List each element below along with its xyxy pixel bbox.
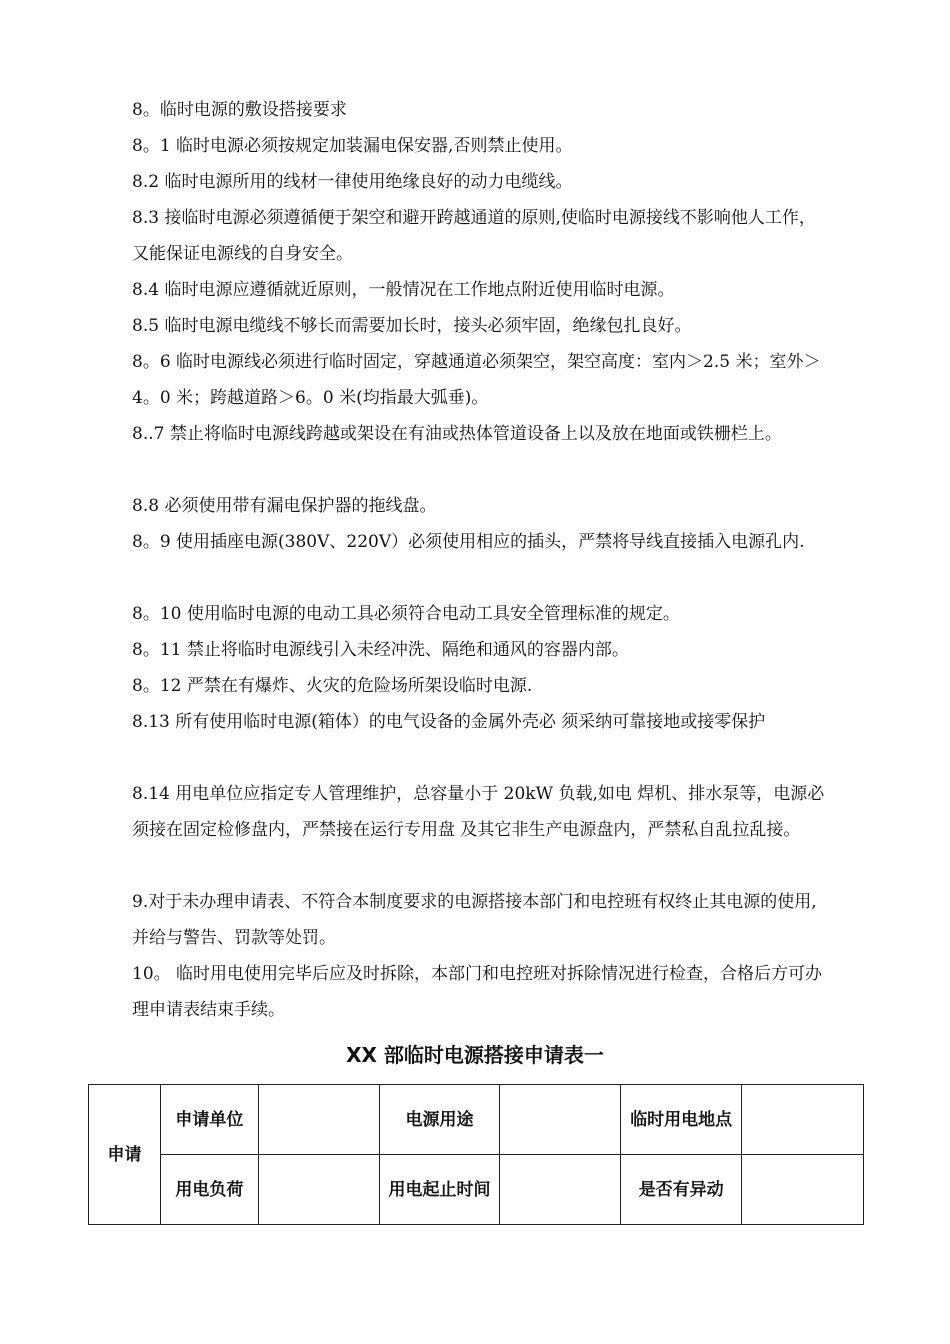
paragraph-10: 10。 临时用电使用完毕后应及时拆除，本部门和电控班对拆除情况进行检查，合格后方可办理申请表结束手续。 xyxy=(132,964,823,1020)
change-label-cell: 是否有异动 xyxy=(621,1155,742,1225)
paragraph-8: 8。临时电源的敷设搭接要求 xyxy=(132,100,347,120)
period-label-cell: 用电起止时间 xyxy=(379,1155,500,1225)
form-title: XX 部临时电源搭接申请表一 xyxy=(346,1043,604,1067)
paragraph-8-14: 8.14 用电单位应指定专人管理维护，总容量小于 20kW 负载,如电 焊机、排水泵等，电源必须接在固定检修盘内，严禁接在运行专用盘 及其它非生产电源盘内，严禁私自乱拉乱接。 xyxy=(132,784,825,840)
location-value-cell[interactable] xyxy=(742,1085,864,1155)
paragraph-8-9: 8。9 使用插座电源(380V、220V）必须使用相应的插头，严禁将导线直接插入电源孔内. xyxy=(132,532,805,552)
unit-label-cell: 申请单位 xyxy=(160,1085,258,1155)
unit-value-cell[interactable] xyxy=(258,1085,379,1155)
paragraph-8-11: 8。11 禁止将临时电源线引入未经冲洗、隔绝和通风的容器内部。 xyxy=(132,640,629,660)
paragraph-8-13: 8.13 所有使用临时电源(箱体）的电气设备的金属外壳必 须采纳可靠接地或接零保护 xyxy=(132,712,766,732)
period-value-cell[interactable] xyxy=(500,1155,621,1225)
paragraph-8-2: 8.2 临时电源所用的线材一律使用绝缘良好的动力电缆线。 xyxy=(132,172,573,192)
change-value-cell[interactable] xyxy=(742,1155,864,1225)
paragraph-8-4: 8.4 临时电源应遵循就近原则，一般情况在工作地点附近使用临时电源。 xyxy=(132,280,675,300)
load-label-cell: 用电负荷 xyxy=(160,1155,258,1225)
paragraph-8-12: 8。12 严禁在有爆炸、火灾的危险场所架设临时电源. xyxy=(132,676,533,696)
location-label-cell: 临时用电地点 xyxy=(621,1085,742,1155)
paragraph-8-8: 8.8 必须使用带有漏电保护器的拖线盘。 xyxy=(132,496,437,516)
paragraph-9: 9.对于未办理申请表、不符合本制度要求的电源搭接本部门和电控班有权终止其电源的使用,并给与警告、罚款等处罚。 xyxy=(132,892,817,948)
section-label-cell: 申请 xyxy=(89,1085,161,1225)
application-form-table xyxy=(88,1084,864,1225)
paragraph-8-5: 8.5 临时电源电缆线不够长而需要加长时，接头必须牢固，绝缘包扎良好。 xyxy=(132,316,692,336)
paragraph-8-3: 8.3 接临时电源必须遵循便于架空和避开跨越通道的原则,使临时电源接线不影响他人工作，又能保证电源线的自身安全。 xyxy=(132,208,816,264)
purpose-label-cell: 电源用途 xyxy=(379,1085,500,1155)
paragraph-8-10: 8。10 使用临时电源的电动工具必须符合电动工具安全管理标准的规定。 xyxy=(132,604,680,624)
paragraph-8-1: 8。1 临时电源必须按规定加装漏电保安器,否则禁止使用。 xyxy=(132,136,573,156)
paragraph-8-6: 8。6 临时电源线必须进行临时固定，穿越通道必须架空，架空高度：室内＞2.5 米；室外＞4。0 米；跨越道路＞6。0 米(均指最大弧垂)。 xyxy=(132,352,821,408)
load-value-cell[interactable] xyxy=(258,1155,379,1225)
paragraph-8-7: 8..7 禁止将临时电源线跨越或架设在有油或热体管道设备上以及放在地面或铁栅栏上。 xyxy=(132,424,782,444)
purpose-value-cell[interactable] xyxy=(500,1085,621,1155)
